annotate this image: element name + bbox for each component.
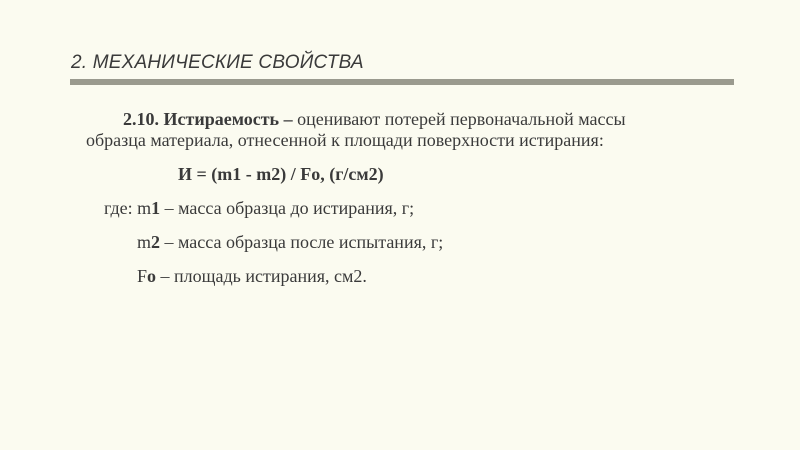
where-fo bbox=[137, 266, 367, 287]
slide-title: 2. МЕХАНИЧЕСКИЕ СВОЙСТВА bbox=[71, 52, 364, 73]
definition-text: оценивают потерей первоначальной массы bbox=[292, 109, 626, 129]
term-name: 2.10. Истираемость – bbox=[123, 109, 293, 129]
m2-prefix: m bbox=[137, 232, 152, 252]
m2-description: – масса образца после испытания, г; bbox=[160, 232, 444, 252]
m2-index: 2 bbox=[151, 232, 161, 252]
m1-index: 1 bbox=[151, 198, 161, 218]
formula: И = (m1 - m2) / Fo, (г/см2) bbox=[178, 164, 384, 184]
m1-prefix: где: m bbox=[104, 198, 152, 218]
fo-prefix: F bbox=[137, 266, 148, 286]
fo-index: o bbox=[147, 266, 157, 286]
m1-description: – масса образца до истирания, г; bbox=[160, 198, 415, 218]
definition-line-1 bbox=[123, 109, 626, 130]
fo-description: – площадь истирания, см2. bbox=[156, 266, 367, 286]
title-underline bbox=[70, 79, 734, 85]
where-m2 bbox=[137, 232, 443, 253]
where-m1 bbox=[104, 198, 414, 219]
definition-line-2: образца материала, отнесенной к площади поверхности истирания: bbox=[86, 130, 604, 150]
